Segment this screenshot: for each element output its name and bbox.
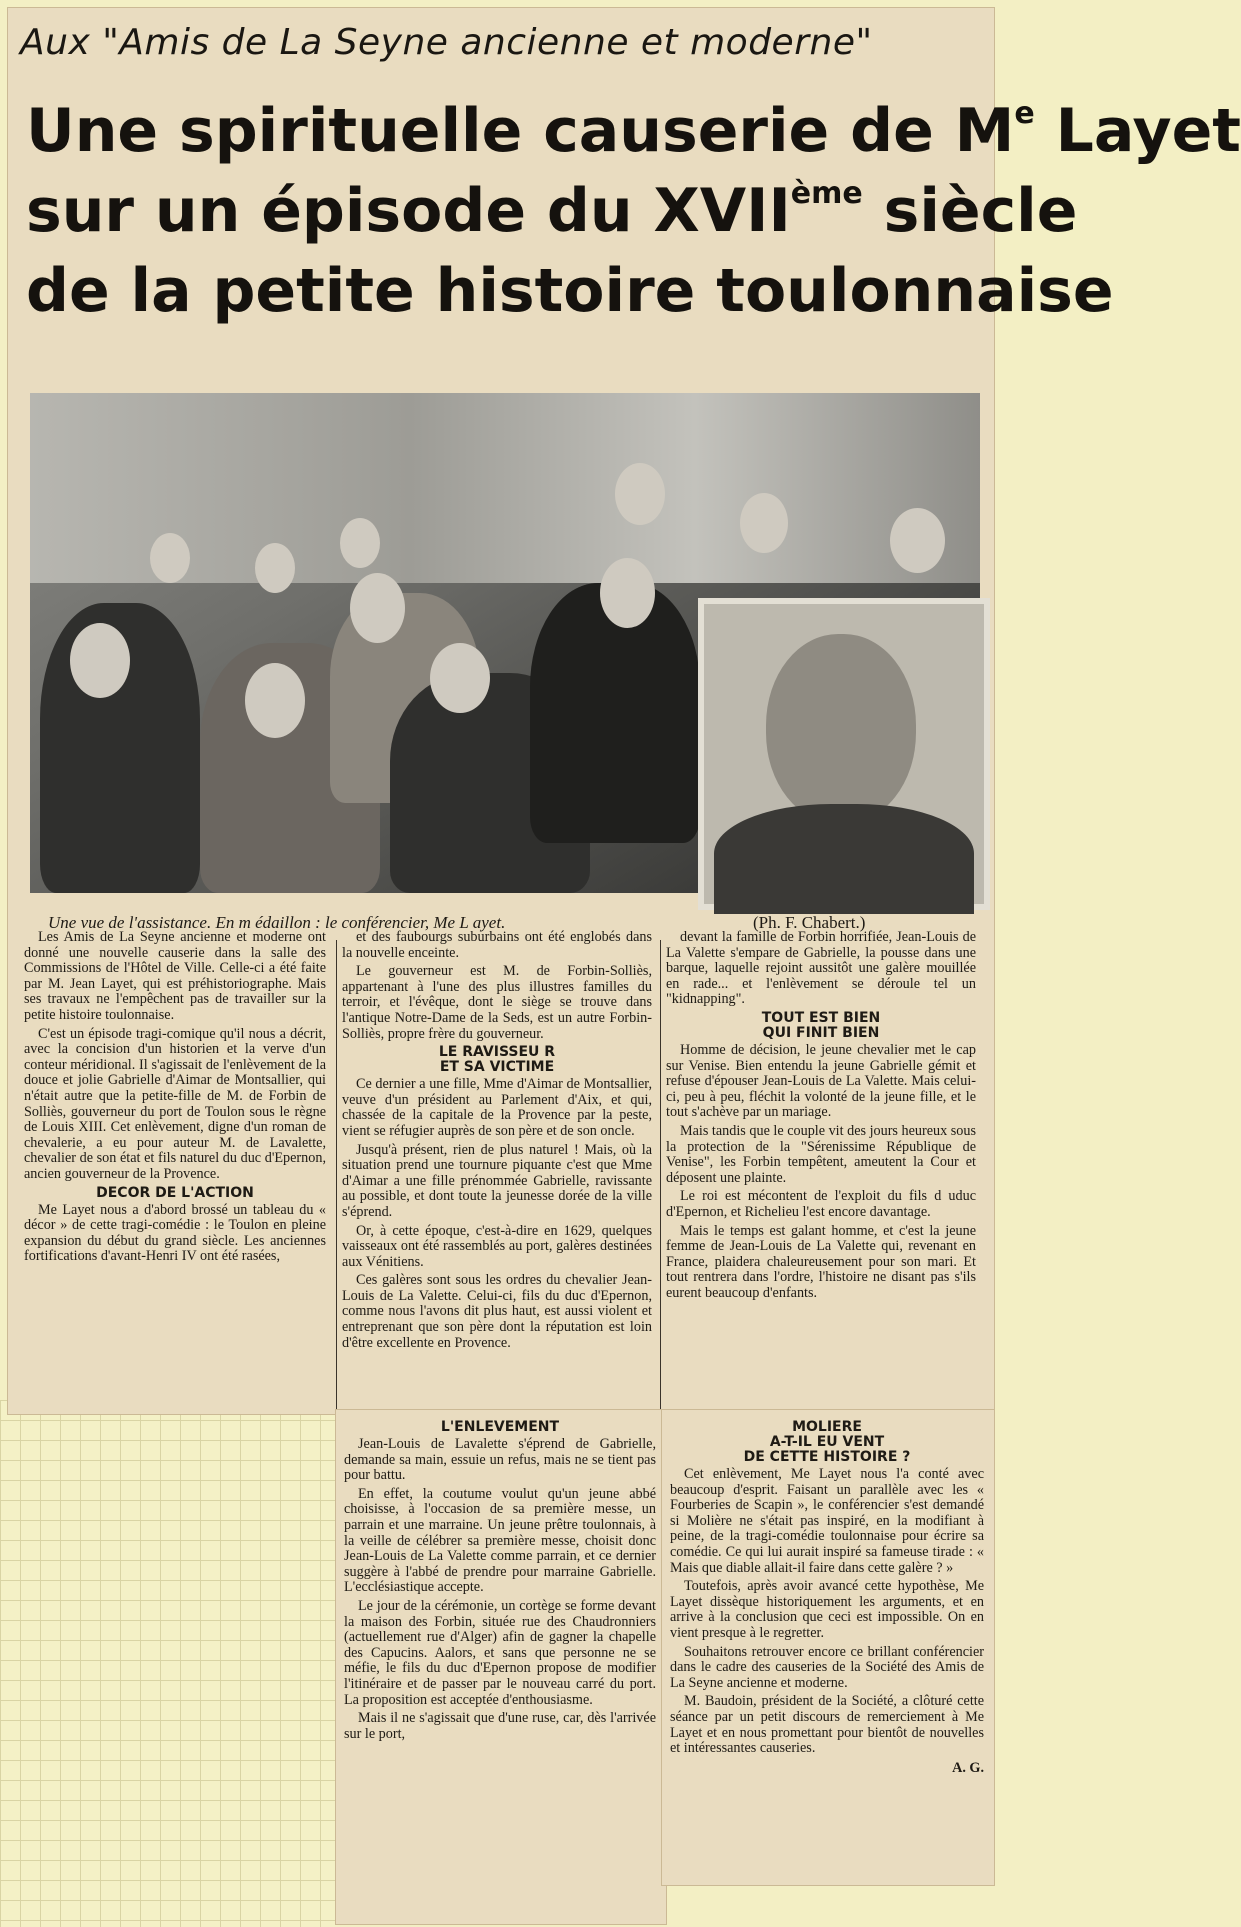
subheading: [666, 1011, 976, 1041]
column-rule: [336, 940, 337, 1410]
audience-photo: [30, 393, 980, 893]
paragraph: M. Baudoin, président de la Société, a clôturé cette séance par un petit discours de remerciement à Me Layet et en nous promettant pour bientôt de nouvelles et intéressantes causeries.: [670, 1693, 984, 1757]
paragraph: Ces galères sont sous les ordres du chevalier Jean-Louis de La Valette. Celui-ci, fils du duc d'Epernon, comme nous l'avons dit plus haut, est aussi violent et entreprenant que son père dont la réputation est loin d'être excellente en Provence.: [342, 1272, 652, 1351]
headline-line-1-sup: e: [1014, 96, 1035, 131]
article-column-2: [342, 930, 652, 1410]
article-column-2-continued: [344, 1418, 656, 1745]
headline-line-1-end: Layet: [1034, 96, 1241, 166]
headline-line-3: de la petite histoire toulonnaise: [26, 256, 1114, 326]
author-signature: A. G.: [952, 1759, 984, 1776]
subheading-line: TOUT EST BIEN: [761, 1009, 881, 1026]
speaker-medallion: [698, 598, 990, 910]
paragraph: Toutefois, après avoir avancé cette hypothèse, Me Layet dissèque historiquement les arguments, et en arrive à la conclusion que ceci est impossible. On en vient presque à le regretter.: [670, 1578, 984, 1641]
photo-head: [340, 518, 380, 568]
paragraph: Homme de décision, le jeune chevalier met le cap sur Venise. Bien entendu la jeune Gabrielle gémit et refuse d'épouser Jean-Louis de La Valette. Mais celui-ci, peu à peu, fléchit la volonté de la jeune fille, et le tout s'achève par un mariage.: [666, 1041, 976, 1121]
paragraph: Mais le temps est galant homme, et c'est la jeune femme de Jean-Louis de La Valette qui, revenant en France, plaidera chaleureusement pour son mari. Et tout rentrera dans l'ordre, l'histoire ne disant pas s'ils eurent beaucoup d'enfants.: [666, 1222, 976, 1301]
kicker: Aux "Amis de La Seyne ancienne et moderne": [20, 22, 873, 63]
paragraph: Ce dernier a une fille, Mme d'Aimar de Montsallier, veuve d'un président au Parlement d'Aix, et qui, chassée de la capitale de la Provence par la peste, vient se réfugier auprès de son père et de son oncle.: [342, 1076, 652, 1139]
photo-head: [740, 493, 788, 553]
paragraph: Jusqu'à présent, rien de plus naturel ! Mais, où la situation prend une tournure piquante c'est que Mme d'Aimar a une fille prénommée Gabrielle, ravissante au possible, et dont toute la jeunesse dorée de la ville s'éprend.: [342, 1141, 652, 1220]
paragraph: Le gouverneur est M. de Forbin-Solliès, appartenant à l'une des plus illustres familles du terroir, et l'évêque, dont le siège se trouve dans l'antique Notre-Dame de la Seds, est un autre Forbin-Solliès, propre frère du gouverneur.: [342, 963, 652, 1042]
photo-head: [430, 643, 490, 713]
notebook-grid-background: [0, 1400, 340, 1927]
column-rule: [660, 940, 661, 1410]
paragraph: Jean-Louis de Lavalette s'éprend de Gabrielle, demande sa main, essuie un refus, mais ne se tient pas pour battu.: [344, 1436, 656, 1484]
photo-head: [70, 623, 130, 698]
photo-head: [350, 573, 405, 643]
subheading: [670, 1420, 984, 1465]
headline-line-1: [26, 96, 1241, 166]
paragraph: et des faubourgs suburbains ont été englobés dans la nouvelle enceinte.: [342, 929, 652, 961]
headline-line-2-sup: ème: [790, 176, 863, 211]
paragraph: Le roi est mécontent de l'exploit du fils d uduc d'Epernon, et Richelieu l'est encore davantage.: [666, 1188, 976, 1220]
photo-credit: (Ph. F. Chabert.): [753, 913, 866, 932]
photo-caption: Une vue de l'assistance. En m édaillon : le conférencier, Me L ayet.: [48, 913, 506, 932]
subheading: L'ENLEVEMENT: [440, 1419, 560, 1435]
subheading-line: LE RAVISSEU R: [438, 1044, 556, 1061]
article-column-3: [666, 930, 976, 1410]
paragraph: Mais il ne s'agissait que d'une ruse, car, dès l'arrivée sur le port,: [344, 1710, 656, 1742]
subheading: DECOR DE L'ACTION: [96, 1184, 254, 1201]
paragraph: devant la famille de Forbin horrifiée, Jean-Louis de La Valette s'empare de Gabrielle, la pousse dans une barque, laquelle rejoint aussitôt une galère mouillée en rade... et l'enlèvement se déroule tel un "kidnapping".: [666, 929, 976, 1008]
article-column-1: [24, 930, 326, 1268]
paragraph: Mais tandis que le couple vit des jours heureux sous la protection de la "Sérenissime République de Venise", les Forbin tempêtent, ameutent la Cour et déposent une plainte.: [666, 1122, 976, 1186]
paragraph: Me Layet nous a d'abord brossé un tableau du « décor » de cette tragi-comédie : le Toulon en pleine expansion du début du grand siècle. Les anciennes fortifications d'avant-Henri IV ont été rasées,: [24, 1201, 326, 1265]
headline-line-2-end: siècle: [862, 176, 1078, 246]
photo-head: [255, 543, 295, 593]
subheading-line: ET SA VICTIME: [439, 1059, 555, 1076]
subheading-line: QUI FINIT BIEN: [762, 1024, 880, 1041]
subheading-line: MOLIERE: [792, 1419, 862, 1435]
subheading: [342, 1045, 652, 1075]
speaker-coat: [714, 804, 974, 914]
paragraph: Le jour de la cérémonie, un cortège se forme devant la maison des Forbin, située rue des Chaudronniers (actuellement rue d'Alger) afin de gagner la chapelle des Capucins. Aalors, et sans que personne ne se méfie, le fils du duc d'Epernon propose de modifier l'itinéraire et de passer par le nouveau carré du port. La proposition est acceptée d'enthousiasme.: [344, 1597, 656, 1708]
clipping-column-2-continued: [336, 1410, 666, 1924]
photo-head: [150, 533, 190, 583]
subheading-line: A-T-IL EU VENT: [769, 1434, 885, 1450]
speaker-face: [766, 634, 916, 824]
photo-head: [615, 463, 665, 525]
paragraph: C'est un épisode tragi-comique qu'il nous a décrit, avec la concision d'un historien et la verve d'un conteur méridional. Il s'agissait de l'enlèvement de la douce et jolie Gabrielle d'Aimar de Montsallier, qui n'était autre que la petite-fille de M. de Forbin de Solliès, gouverneur du port de Toulon sous le règne de Louis XIII. Cet enlèvement, digne d'un roman de chevalerie, a eu pour auteur M. de Lavalette, chevalier de son état et fils naturel du duc d'Epernon, ancien gouverneur de la Provence.: [24, 1025, 326, 1182]
headline-line-2-text: sur un épisode du XVII: [26, 176, 791, 246]
photo-head: [600, 558, 655, 628]
paragraph: Or, à cette époque, c'est-à-dire en 1629, quelques vaisseaux ont été rassemblés au port, galères destinées aux Vénitiens.: [342, 1222, 652, 1270]
headline-line-2: [26, 176, 1078, 246]
article-column-3-continued: [670, 1418, 984, 1776]
paragraph: Cet enlèvement, Me Layet nous l'a conté avec beaucoup d'esprit. Faisant un parallèle avec les « Fourberies de Scapin », le conférencier s'est demandé si Molière ne s'était pas inspiré, en la modifiant à peine, de la tragi-comédie toulonnaise pour écrire sa comédie. Ce qui lui aurait inspiré sa fameuse tirade : « Mais que diable allait-il faire dans cette galère ? »: [670, 1466, 984, 1576]
photo-head: [890, 508, 945, 573]
photo-head: [245, 663, 305, 738]
paragraph: En effet, la coutume voulut qu'un jeune abbé choisisse, à l'occasion de sa première messe, un parrain et une marraine. Un jeune prêtre toulonnais, à la veille de célébrer sa première messe, choisit donc Jean-Louis de La Valette comme parrain, et ce dernier suggère à l'abbé de prendre pour marraine Gabrielle. L'ecclésiastique accepte.: [344, 1485, 656, 1596]
headline-line-1-text: Une spirituelle causerie de M: [26, 96, 1015, 166]
paragraph: Souhaitons retrouver encore ce brillant conférencier dans le cadre des causeries de la Société des Amis de La Seyne ancienne et moderne.: [670, 1643, 984, 1691]
subheading-line: DE CETTE HISTOIRE ?: [743, 1449, 911, 1465]
clipping-column-3-continued: [662, 1410, 994, 1885]
paragraph: Les Amis de La Seyne ancienne et moderne ont donné une nouvelle causerie dans la salle des Commissions de l'Hôtel de Ville. Celle-ci a été faite par M. Jean Layet, qui est préhistoriographe. Mais ses travaux ne l'empêchent pas de travailler sur la petite histoire toulonnaise.: [24, 929, 326, 1023]
